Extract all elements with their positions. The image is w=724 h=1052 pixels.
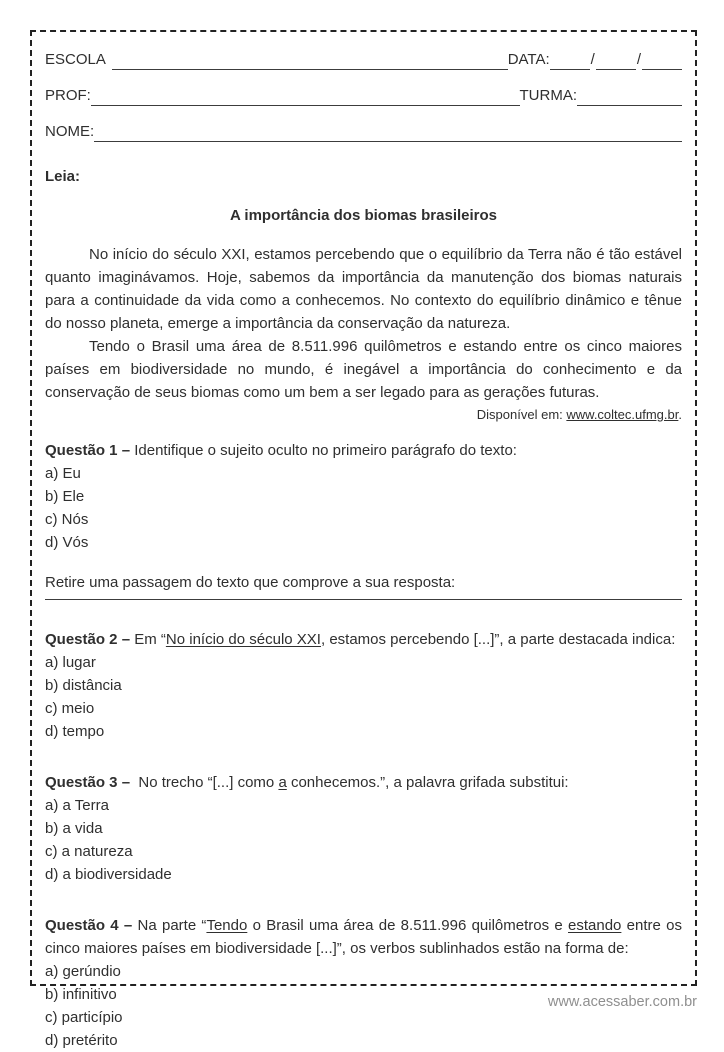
question-4-underlined-1: Tendo xyxy=(206,917,248,934)
source-suffix: . xyxy=(678,407,682,422)
option: d) Vós xyxy=(45,534,89,551)
turma-blank xyxy=(577,86,682,106)
escola-blank xyxy=(112,50,508,70)
option: a) a Terra xyxy=(45,797,109,814)
question-3-label: Questão 3 – xyxy=(45,774,131,791)
turma-label: TURMA: xyxy=(519,87,577,104)
passage-paragraph-2: Tendo o Brasil uma área de 8.511.996 quilômetros e estando entre os cinco maiores países em biodiversidade no mundo, é inegável a importância do conhecimento e da conservação de seus biomas como um bem a ser legado para as gerações futuras. xyxy=(45,338,682,401)
passage-paragraph-1: No início do século XXI, estamos percebendo que o equilíbrio da Terra não é tão estável quanto imaginávamos. Hoje, sabemos da importância da manutenção dos biomas naturais para a continuidade da vida como a conhecemos. No contexto do equilíbrio dinâmico e tênue do nosso planeta, emerge a importância da conservação da natureza. xyxy=(45,246,682,332)
question-2-text: Em “ xyxy=(130,631,166,648)
date-year-blank xyxy=(642,50,682,70)
option: b) infinitivo xyxy=(45,986,117,1003)
question-4-underlined-2: estando xyxy=(568,917,622,934)
nome-blank xyxy=(94,122,682,142)
question-3-text: conhecemos.”, a palavra grifada substitui: xyxy=(286,774,569,791)
option: d) a biodiversidade xyxy=(45,866,172,883)
question-3-options xyxy=(45,794,682,886)
header-row-prof xyxy=(45,84,682,106)
site-credit: www.acessaber.com.br xyxy=(547,994,697,1010)
question-1-label: Questão 1 – xyxy=(45,442,131,459)
question-2-text: , estamos percebendo [...]”, a parte destacada indica: xyxy=(320,631,676,648)
option: b) a vida xyxy=(45,820,103,837)
question-4-text: o Brasil uma área de 8.511.996 quilômetros e xyxy=(247,917,568,934)
escola-label: ESCOLA xyxy=(45,51,106,68)
option: c) Nós xyxy=(45,511,89,528)
source-prefix: Disponível em: xyxy=(476,407,567,422)
date-day-blank xyxy=(550,50,590,70)
question-1-prompt xyxy=(45,439,682,462)
date-separator: / xyxy=(636,51,641,68)
question-1 xyxy=(45,439,682,600)
option: d) pretérito xyxy=(45,1032,118,1049)
question-1-followup: Retire uma passagem do texto que comprove a sua resposta: xyxy=(45,574,456,591)
option: a) lugar xyxy=(45,654,96,671)
option: a) Eu xyxy=(45,465,81,482)
question-2-label: Questão 2 – xyxy=(45,631,131,648)
date-separator: / xyxy=(590,51,595,68)
question-2-underlined: No início do século XXI xyxy=(165,631,321,648)
question-3-underlined: a xyxy=(278,774,287,791)
question-3 xyxy=(45,771,682,886)
date-month-blank xyxy=(596,50,636,70)
answer-line xyxy=(45,594,682,600)
question-1-text: Identifique o sujeito oculto no primeiro parágrafo do texto: xyxy=(130,442,517,459)
passage-title: A importância dos biomas brasileiros xyxy=(229,207,498,224)
option: a) gerúndio xyxy=(45,963,121,980)
question-3-prompt xyxy=(45,771,682,794)
header-row-nome xyxy=(45,120,682,142)
question-2-options xyxy=(45,651,682,743)
question-2-prompt xyxy=(45,628,682,651)
source-link[interactable]: www.coltec.ufmg.br xyxy=(566,407,679,422)
question-4-text: entre os cinco maiores países em biodiversidade [...]”, os verbos sublinhados estão na forma de: xyxy=(45,917,682,957)
question-1-options xyxy=(45,462,682,554)
option: b) Ele xyxy=(45,488,85,505)
option: c) meio xyxy=(45,700,95,717)
passage-source xyxy=(45,406,682,424)
option: b) distância xyxy=(45,677,122,694)
question-4-prompt xyxy=(45,914,682,960)
data-label: DATA: xyxy=(507,51,550,68)
question-4 xyxy=(45,914,682,1052)
prof-blank xyxy=(91,86,520,106)
header-row-escola xyxy=(45,48,682,70)
question-4-label: Questão 4 – xyxy=(45,917,133,934)
nome-label: NOME: xyxy=(45,123,95,140)
option: d) tempo xyxy=(45,723,105,740)
question-3-text: No trecho “[...] como xyxy=(130,774,279,791)
question-2 xyxy=(45,628,682,743)
read-instruction: Leia: xyxy=(45,168,81,185)
option: c) a natureza xyxy=(45,843,133,860)
prof-label: PROF: xyxy=(45,87,91,104)
question-4-text: Na parte “ xyxy=(132,917,207,934)
option: c) particípio xyxy=(45,1009,123,1026)
